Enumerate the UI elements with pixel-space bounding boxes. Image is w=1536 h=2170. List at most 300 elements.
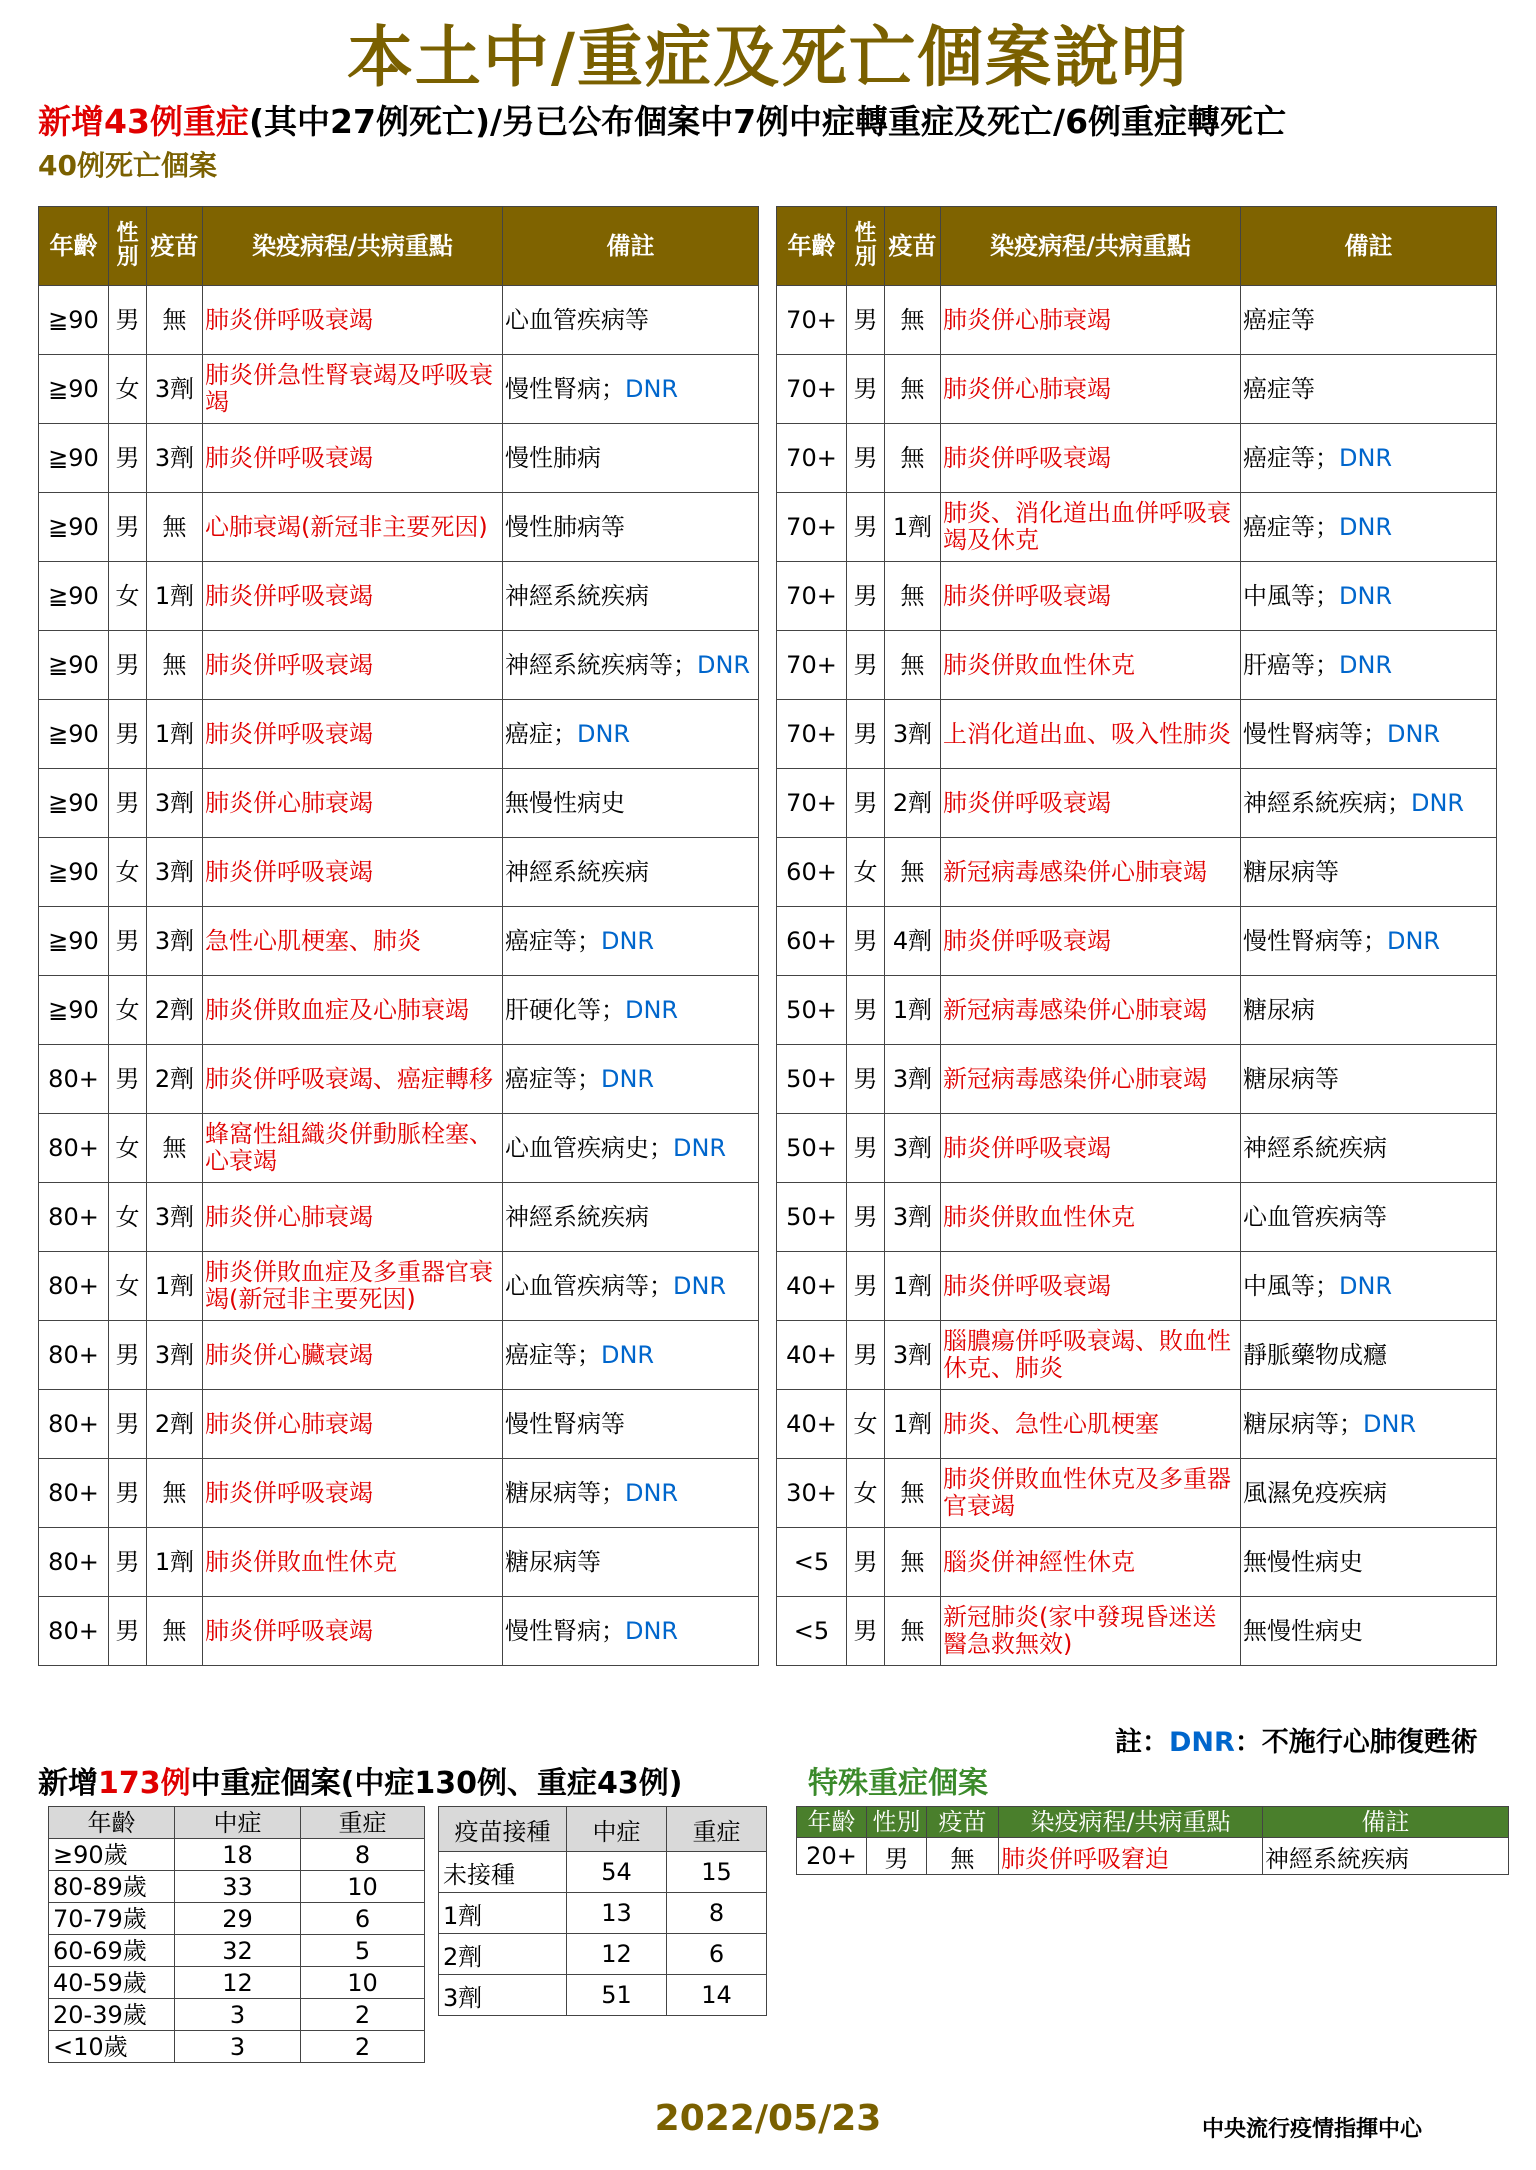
case-note-text: 中風等； bbox=[1243, 581, 1339, 610]
case-note-text: 慢性肺病 bbox=[505, 443, 601, 472]
table-header-row bbox=[39, 207, 759, 286]
case-course: 肺炎、急性心肌梗塞 bbox=[941, 1390, 1241, 1459]
case-course: 急性心肌梗塞、肺炎 bbox=[203, 907, 503, 976]
special-header-age: 年齡 bbox=[797, 1807, 867, 1838]
case-note-text: 神經系統疾病 bbox=[1243, 1133, 1387, 1162]
case-note bbox=[1241, 562, 1497, 631]
case-age: 80+ bbox=[39, 1528, 109, 1597]
case-note bbox=[1241, 838, 1497, 907]
dnr-tag: DNR bbox=[697, 650, 751, 679]
case-row bbox=[777, 424, 1497, 493]
case-vaccine: 無 bbox=[147, 1459, 203, 1528]
header-sex: 性 別 bbox=[109, 207, 147, 286]
dnr-tag: DNR bbox=[1339, 443, 1393, 472]
case-vaccine: 3劑 bbox=[147, 355, 203, 424]
case-row bbox=[777, 976, 1497, 1045]
dnr-tag: DNR bbox=[577, 719, 631, 748]
case-age: 60+ bbox=[777, 907, 847, 976]
case-note-text: 心血管疾病等 bbox=[1243, 1202, 1387, 1231]
case-note-text: 癌症等 bbox=[1243, 374, 1315, 403]
case-row bbox=[777, 286, 1497, 355]
case-sex: 男 bbox=[109, 700, 147, 769]
case-note-text: 糖尿病等； bbox=[505, 1478, 625, 1507]
header-vaccine: 疫苗 bbox=[885, 207, 941, 286]
case-note-text: 癌症等； bbox=[505, 926, 601, 955]
age-row bbox=[49, 1871, 425, 1903]
case-sex: 男 bbox=[109, 1459, 147, 1528]
case-note-text: 糖尿病 bbox=[1243, 995, 1315, 1024]
case-vaccine: 2劑 bbox=[147, 1390, 203, 1459]
case-row bbox=[39, 562, 759, 631]
case-course: 肺炎併呼吸衰竭 bbox=[941, 424, 1241, 493]
case-note bbox=[1241, 1390, 1497, 1459]
age-header-row bbox=[49, 1807, 425, 1839]
case-age: 50+ bbox=[777, 976, 847, 1045]
age-table-body bbox=[49, 1839, 425, 2063]
case-row bbox=[39, 838, 759, 907]
case-sex: 男 bbox=[109, 1528, 147, 1597]
summary-count: 173例 bbox=[98, 1766, 191, 1801]
age-row-cell: 33 bbox=[175, 1871, 301, 1903]
case-vaccine: 無 bbox=[147, 1114, 203, 1183]
case-age: 40+ bbox=[777, 1390, 847, 1459]
case-sex: 男 bbox=[847, 1528, 885, 1597]
case-age: 70+ bbox=[777, 700, 847, 769]
case-age: 70+ bbox=[777, 769, 847, 838]
case-sex: 男 bbox=[847, 286, 885, 355]
case-age: 80+ bbox=[39, 1390, 109, 1459]
case-vaccine: 3劑 bbox=[885, 1114, 941, 1183]
case-note-text: 癌症等 bbox=[1243, 305, 1315, 334]
case-note-text: 神經系統疾病 bbox=[505, 581, 649, 610]
vaccine-header-row bbox=[439, 1807, 767, 1852]
case-sex: 男 bbox=[847, 355, 885, 424]
case-course: 新冠肺炎(家中發現昏迷送醫急救無效) bbox=[941, 1597, 1241, 1666]
case-course: 肺炎併心肺衰竭 bbox=[941, 286, 1241, 355]
case-vaccine: 1劑 bbox=[147, 562, 203, 631]
header-course: 染疫病程/共病重點 bbox=[203, 207, 503, 286]
age-row-cell: 6 bbox=[301, 1903, 425, 1935]
case-note-text: 慢性腎病； bbox=[505, 1616, 625, 1645]
case-sex: 女 bbox=[847, 1459, 885, 1528]
case-note bbox=[503, 1252, 759, 1321]
case-vaccine: 1劑 bbox=[147, 1252, 203, 1321]
vaccine-row-cell: 未接種 bbox=[439, 1852, 567, 1893]
vaccine-row-cell: 12 bbox=[567, 1934, 667, 1975]
case-age: ≧90 bbox=[39, 286, 109, 355]
case-note bbox=[503, 976, 759, 1045]
case-row bbox=[39, 1114, 759, 1183]
case-note bbox=[503, 1459, 759, 1528]
case-row bbox=[39, 1183, 759, 1252]
cases-table-right bbox=[776, 206, 1497, 1666]
subtitle bbox=[38, 100, 1286, 144]
case-sex: 男 bbox=[847, 493, 885, 562]
special-age: 20+ bbox=[797, 1838, 867, 1875]
special-header-vaccine: 疫苗 bbox=[927, 1807, 999, 1838]
case-note bbox=[1241, 631, 1497, 700]
vaccine-row bbox=[439, 1852, 767, 1893]
case-note bbox=[1241, 1045, 1497, 1114]
case-course: 肺炎併心肺衰竭 bbox=[941, 355, 1241, 424]
case-age: 50+ bbox=[777, 1183, 847, 1252]
case-sex: 男 bbox=[847, 562, 885, 631]
case-age: <5 bbox=[777, 1597, 847, 1666]
case-age: ≧90 bbox=[39, 562, 109, 631]
vaccine-row bbox=[439, 1934, 767, 1975]
case-course: 肺炎併敗血症及心肺衰竭 bbox=[203, 976, 503, 1045]
age-row-cell: 29 bbox=[175, 1903, 301, 1935]
case-course: 肺炎併敗血性休克 bbox=[941, 1183, 1241, 1252]
case-note-text: 慢性肺病等 bbox=[505, 512, 625, 541]
age-row bbox=[49, 1967, 425, 1999]
case-course: 肺炎併呼吸衰竭 bbox=[203, 286, 503, 355]
case-sex: 女 bbox=[847, 838, 885, 907]
case-course: 肺炎、消化道出血併呼吸衰竭及休克 bbox=[941, 493, 1241, 562]
case-note-text: 癌症等； bbox=[1243, 512, 1339, 541]
vaccine-row-cell: 2劑 bbox=[439, 1934, 567, 1975]
case-age: ≧90 bbox=[39, 838, 109, 907]
case-note bbox=[1241, 1321, 1497, 1390]
special-header-note: 備註 bbox=[1263, 1807, 1509, 1838]
case-row bbox=[39, 631, 759, 700]
case-course: 肺炎併敗血性休克 bbox=[941, 631, 1241, 700]
case-note bbox=[503, 355, 759, 424]
age-row-cell: 60-69歲 bbox=[49, 1935, 175, 1967]
dnr-tag: DNR bbox=[1363, 1409, 1417, 1438]
case-course: 心肺衰竭(新冠非主要死因) bbox=[203, 493, 503, 562]
case-sex: 男 bbox=[847, 1252, 885, 1321]
case-course: 肺炎併呼吸衰竭 bbox=[941, 769, 1241, 838]
case-age: 40+ bbox=[777, 1321, 847, 1390]
vaccine-row-cell: 13 bbox=[567, 1893, 667, 1934]
dnr-tag: DNR bbox=[625, 1478, 679, 1507]
case-note bbox=[1241, 424, 1497, 493]
case-course: 蜂窩性組織炎併動脈栓塞、心衰竭 bbox=[203, 1114, 503, 1183]
dnr-tag: DNR bbox=[1339, 1271, 1393, 1300]
case-course: 肺炎併心肺衰竭 bbox=[203, 1390, 503, 1459]
case-vaccine: 4劑 bbox=[885, 907, 941, 976]
deaths-label: 40例死亡個案 bbox=[38, 149, 217, 182]
case-age: ≧90 bbox=[39, 907, 109, 976]
case-note bbox=[1241, 493, 1497, 562]
age-header-moderate: 中症 bbox=[175, 1807, 301, 1839]
age-row-cell: 2 bbox=[301, 1999, 425, 2031]
case-course: 肺炎併呼吸衰竭 bbox=[941, 562, 1241, 631]
case-note bbox=[503, 1183, 759, 1252]
case-row bbox=[39, 1459, 759, 1528]
case-note-text: 糖尿病等 bbox=[1243, 1064, 1339, 1093]
case-sex: 女 bbox=[109, 1252, 147, 1321]
case-row bbox=[39, 907, 759, 976]
case-course: 肺炎併呼吸衰竭 bbox=[203, 631, 503, 700]
summary-heading bbox=[38, 1758, 682, 1802]
special-header-sex: 性別 bbox=[867, 1807, 927, 1838]
case-sex: 男 bbox=[847, 907, 885, 976]
case-note-text: 慢性腎病等 bbox=[505, 1409, 625, 1438]
header-age: 年齡 bbox=[777, 207, 847, 286]
case-course: 肺炎併呼吸衰竭 bbox=[203, 1459, 503, 1528]
age-row-cell: 3 bbox=[175, 1999, 301, 2031]
case-note bbox=[503, 1045, 759, 1114]
vaccine-row bbox=[439, 1893, 767, 1934]
case-vaccine: 無 bbox=[885, 424, 941, 493]
case-course: 肺炎併敗血性休克 bbox=[203, 1528, 503, 1597]
case-note bbox=[1241, 286, 1497, 355]
case-age: <5 bbox=[777, 1528, 847, 1597]
dnr-tag: DNR bbox=[625, 374, 679, 403]
case-row bbox=[777, 700, 1497, 769]
case-note-text: 肝癌等； bbox=[1243, 650, 1339, 679]
case-age: 40+ bbox=[777, 1252, 847, 1321]
age-header-severe: 重症 bbox=[301, 1807, 425, 1839]
case-row bbox=[777, 1252, 1497, 1321]
header-age: 年齡 bbox=[39, 207, 109, 286]
case-age: ≧90 bbox=[39, 493, 109, 562]
report-date: 2022/05/23 bbox=[654, 2098, 882, 2139]
case-sex: 男 bbox=[109, 286, 147, 355]
case-row bbox=[777, 1459, 1497, 1528]
footnote bbox=[1115, 1720, 1478, 1759]
case-note-text: 癌症等； bbox=[505, 1064, 601, 1093]
case-note-text: 慢性腎病等； bbox=[1243, 719, 1387, 748]
footnote-dnr: DNR bbox=[1169, 1727, 1235, 1758]
case-note-text: 癌症； bbox=[505, 719, 577, 748]
case-sex: 男 bbox=[847, 424, 885, 493]
special-vaccine: 無 bbox=[927, 1838, 999, 1875]
case-course: 肺炎併呼吸衰竭 bbox=[203, 700, 503, 769]
case-sex: 男 bbox=[109, 769, 147, 838]
case-row bbox=[777, 631, 1497, 700]
age-row bbox=[49, 2031, 425, 2063]
case-row bbox=[39, 976, 759, 1045]
special-header-course: 染疫病程/共病重點 bbox=[999, 1807, 1263, 1838]
case-course: 新冠病毒感染併心肺衰竭 bbox=[941, 838, 1241, 907]
case-course: 新冠病毒感染併心肺衰竭 bbox=[941, 976, 1241, 1045]
case-note-text: 靜脈藥物成癮 bbox=[1243, 1340, 1387, 1369]
case-sex: 男 bbox=[109, 1321, 147, 1390]
case-age: 50+ bbox=[777, 1045, 847, 1114]
case-note bbox=[503, 769, 759, 838]
case-note-text: 心血管疾病等 bbox=[505, 305, 649, 334]
vaccine-header-severe: 重症 bbox=[667, 1807, 767, 1852]
case-note-text: 慢性腎病； bbox=[505, 374, 625, 403]
special-heading: 特殊重症個案 bbox=[808, 1766, 988, 1801]
case-note bbox=[503, 493, 759, 562]
case-vaccine: 3劑 bbox=[885, 1321, 941, 1390]
case-age: 60+ bbox=[777, 838, 847, 907]
case-sex: 男 bbox=[847, 1114, 885, 1183]
case-note bbox=[1241, 907, 1497, 976]
case-course: 肺炎併心肺衰竭 bbox=[203, 1183, 503, 1252]
organization-name: 中央流行疫情指揮中心 bbox=[1202, 2117, 1423, 2142]
case-vaccine: 3劑 bbox=[147, 1183, 203, 1252]
case-note bbox=[1241, 1597, 1497, 1666]
case-row bbox=[39, 424, 759, 493]
case-course: 新冠病毒感染併心肺衰竭 bbox=[941, 1045, 1241, 1114]
case-vaccine: 無 bbox=[147, 286, 203, 355]
case-row bbox=[39, 493, 759, 562]
age-row bbox=[49, 1999, 425, 2031]
case-note-text: 神經系統疾病； bbox=[1243, 788, 1411, 817]
case-sex: 男 bbox=[109, 631, 147, 700]
case-course: 肺炎併呼吸衰竭 bbox=[203, 562, 503, 631]
dnr-tag: DNR bbox=[1339, 650, 1393, 679]
case-row bbox=[39, 1390, 759, 1459]
dnr-tag: DNR bbox=[1387, 926, 1441, 955]
case-sex: 女 bbox=[109, 1183, 147, 1252]
case-note-text: 慢性腎病等； bbox=[1243, 926, 1387, 955]
case-course: 肺炎併呼吸衰竭 bbox=[203, 838, 503, 907]
dnr-tag: DNR bbox=[1411, 788, 1465, 817]
case-course: 肺炎併敗血症及多重器官衰竭(新冠非主要死因) bbox=[203, 1252, 503, 1321]
case-row bbox=[777, 1183, 1497, 1252]
case-age: 80+ bbox=[39, 1114, 109, 1183]
age-row-cell: 8 bbox=[301, 1839, 425, 1871]
case-sex: 男 bbox=[847, 700, 885, 769]
age-row-cell: 10 bbox=[301, 1871, 425, 1903]
case-note-text: 糖尿病等 bbox=[505, 1547, 601, 1576]
case-row bbox=[39, 286, 759, 355]
cases-table-left bbox=[38, 206, 759, 1666]
case-course: 肺炎併呼吸衰竭 bbox=[203, 424, 503, 493]
case-age: 70+ bbox=[777, 631, 847, 700]
case-note-text: 無慢性病史 bbox=[1243, 1547, 1363, 1576]
case-age: ≧90 bbox=[39, 769, 109, 838]
case-note bbox=[503, 700, 759, 769]
age-table bbox=[48, 1806, 425, 2063]
age-row bbox=[49, 1935, 425, 1967]
case-sex: 男 bbox=[109, 1390, 147, 1459]
case-age: 80+ bbox=[39, 1321, 109, 1390]
dnr-tag: DNR bbox=[601, 1064, 655, 1093]
case-course: 腦膿瘍併呼吸衰竭、敗血性休克、肺炎 bbox=[941, 1321, 1241, 1390]
header-note: 備註 bbox=[1241, 207, 1497, 286]
case-row bbox=[39, 769, 759, 838]
case-vaccine: 無 bbox=[885, 355, 941, 424]
case-sex: 男 bbox=[109, 1045, 147, 1114]
case-note-text: 無慢性病史 bbox=[1243, 1616, 1363, 1645]
case-age: 70+ bbox=[777, 286, 847, 355]
subtitle-highlight: 新增43例重症 bbox=[38, 102, 249, 141]
case-age: 70+ bbox=[777, 493, 847, 562]
case-vaccine: 無 bbox=[885, 1597, 941, 1666]
age-row-cell: 3 bbox=[175, 2031, 301, 2063]
header-note: 備註 bbox=[503, 207, 759, 286]
special-table bbox=[796, 1806, 1509, 1875]
case-age: 50+ bbox=[777, 1114, 847, 1183]
case-sex: 女 bbox=[109, 355, 147, 424]
case-vaccine: 1劑 bbox=[147, 1528, 203, 1597]
age-row-cell: 18 bbox=[175, 1839, 301, 1871]
case-course: 肺炎併心肺衰竭 bbox=[203, 769, 503, 838]
summary-pre: 新增 bbox=[38, 1766, 98, 1801]
age-row-cell: 5 bbox=[301, 1935, 425, 1967]
case-note bbox=[1241, 1459, 1497, 1528]
case-row bbox=[777, 493, 1497, 562]
case-row bbox=[777, 1045, 1497, 1114]
case-vaccine: 3劑 bbox=[147, 907, 203, 976]
case-note-text: 心血管疾病等； bbox=[505, 1271, 673, 1300]
case-note-text: 心血管疾病史； bbox=[505, 1133, 673, 1162]
case-note bbox=[1241, 976, 1497, 1045]
age-row-cell: 2 bbox=[301, 2031, 425, 2063]
case-vaccine: 無 bbox=[885, 1528, 941, 1597]
case-age: ≧90 bbox=[39, 700, 109, 769]
case-sex: 男 bbox=[847, 1321, 885, 1390]
case-row bbox=[777, 562, 1497, 631]
case-row bbox=[39, 1252, 759, 1321]
vaccine-header-moderate: 中症 bbox=[567, 1807, 667, 1852]
special-note: 神經系統疾病 bbox=[1263, 1838, 1509, 1875]
case-course: 肺炎併心臟衰竭 bbox=[203, 1321, 503, 1390]
case-note bbox=[503, 286, 759, 355]
case-note bbox=[503, 424, 759, 493]
vaccine-row-cell: 8 bbox=[667, 1893, 767, 1934]
vaccine-row-cell: 3劑 bbox=[439, 1975, 567, 2016]
summary-post: 中重症個案(中症130例、重症43例) bbox=[190, 1766, 683, 1801]
case-course: 肺炎併敗血性休克及多重器官衰竭 bbox=[941, 1459, 1241, 1528]
dnr-tag: DNR bbox=[625, 1616, 679, 1645]
case-row bbox=[777, 1321, 1497, 1390]
case-vaccine: 3劑 bbox=[885, 700, 941, 769]
vaccine-row-cell: 6 bbox=[667, 1934, 767, 1975]
case-row bbox=[777, 1390, 1497, 1459]
case-age: 80+ bbox=[39, 1183, 109, 1252]
case-sex: 男 bbox=[847, 976, 885, 1045]
case-vaccine: 無 bbox=[147, 493, 203, 562]
age-header-age: 年齡 bbox=[49, 1807, 175, 1839]
case-age: ≧90 bbox=[39, 631, 109, 700]
case-age: 70+ bbox=[777, 562, 847, 631]
case-vaccine: 2劑 bbox=[147, 976, 203, 1045]
vaccine-header-type: 疫苗接種 bbox=[439, 1807, 567, 1852]
vaccine-row bbox=[439, 1975, 767, 2016]
cases-body-right bbox=[777, 286, 1497, 1666]
case-row bbox=[777, 1114, 1497, 1183]
case-sex: 男 bbox=[847, 1045, 885, 1114]
case-sex: 男 bbox=[847, 1597, 885, 1666]
case-row bbox=[777, 838, 1497, 907]
vaccine-table-body bbox=[439, 1852, 767, 2016]
case-note-text: 神經系統疾病 bbox=[505, 1202, 649, 1231]
case-sex: 男 bbox=[109, 907, 147, 976]
case-vaccine: 3劑 bbox=[147, 769, 203, 838]
table-header-row bbox=[777, 207, 1497, 286]
case-vaccine: 無 bbox=[885, 838, 941, 907]
case-vaccine: 1劑 bbox=[885, 1252, 941, 1321]
page-title: 本土中/重症及死亡個案說明 bbox=[346, 19, 1190, 96]
case-sex: 男 bbox=[847, 1183, 885, 1252]
case-course: 肺炎併呼吸衰竭 bbox=[941, 907, 1241, 976]
case-row bbox=[777, 769, 1497, 838]
case-sex: 女 bbox=[847, 1390, 885, 1459]
case-note-text: 糖尿病等 bbox=[1243, 857, 1339, 886]
case-vaccine: 1劑 bbox=[147, 700, 203, 769]
case-vaccine: 1劑 bbox=[885, 976, 941, 1045]
cases-body-left bbox=[39, 286, 759, 1666]
case-vaccine: 無 bbox=[147, 1597, 203, 1666]
case-row bbox=[39, 355, 759, 424]
case-note bbox=[1241, 1528, 1497, 1597]
case-note bbox=[503, 562, 759, 631]
case-age: 30+ bbox=[777, 1459, 847, 1528]
case-vaccine: 2劑 bbox=[147, 1045, 203, 1114]
case-course: 腦炎併神經性休克 bbox=[941, 1528, 1241, 1597]
special-course: 肺炎併呼吸窘迫 bbox=[999, 1838, 1263, 1875]
case-course: 肺炎併呼吸衰竭 bbox=[941, 1252, 1241, 1321]
case-note bbox=[503, 838, 759, 907]
